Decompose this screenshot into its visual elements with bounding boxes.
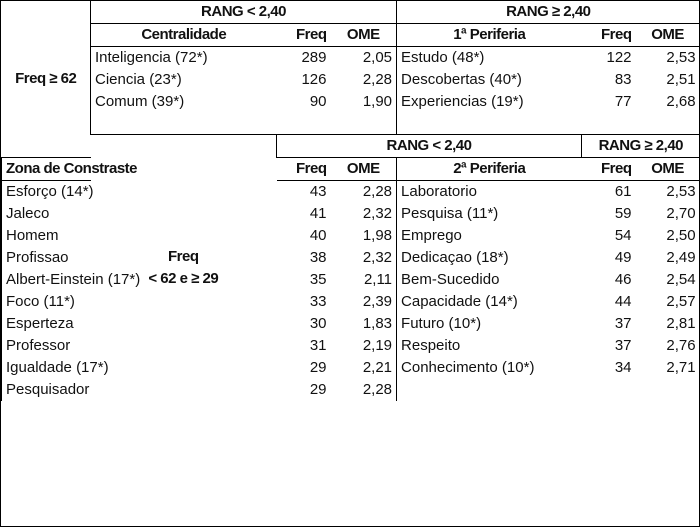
zona-contraste-freq: 29 xyxy=(309,381,327,398)
zona-contraste-freq: 40 xyxy=(309,227,327,244)
zona-contraste-title: Zona de Constraste xyxy=(2,158,91,181)
zona-contraste-ome: 2,39 xyxy=(362,293,393,310)
periferia2-freq: 34 xyxy=(614,359,632,376)
zona-contraste-term: Profissao xyxy=(2,247,91,269)
periferia2-freq: 61 xyxy=(614,183,632,200)
centralidade-freq: 126 xyxy=(301,71,327,88)
periferia2-ome: 2,50 xyxy=(666,227,696,244)
periferia2-title: 2ª Periferia xyxy=(397,158,582,181)
periferia2-ome: 2,54 xyxy=(666,271,696,288)
zona-contraste-ome: 1,83 xyxy=(362,315,393,332)
zona-contraste-freq: 43 xyxy=(309,183,327,200)
top-left-freq-header: Freq xyxy=(277,24,331,47)
centralidade-ome: 2,05 xyxy=(362,49,393,66)
centralidade-ome: 2,28 xyxy=(362,71,393,88)
periferia2-ome: 2,76 xyxy=(666,337,696,354)
periferia1-freq: 83 xyxy=(614,71,632,88)
periferia2-term: Capacidade (14*) xyxy=(397,291,582,313)
row-label-top: Freq ≥ 62 xyxy=(2,1,91,158)
periferia2-freq: 37 xyxy=(614,315,632,332)
periferia2-term: Conhecimento (10*) xyxy=(397,357,582,379)
periferia2-ome: 2,81 xyxy=(666,315,696,332)
periferia1-ome: 2,51 xyxy=(666,71,696,88)
centralidade-term: Inteligencia (72*) xyxy=(91,47,277,70)
centralidade-term: Comum (39*) xyxy=(91,91,277,113)
periferia2-term: Bem-Sucedido xyxy=(397,269,582,291)
bottom-right-rang: RANG ≥ 2,40 xyxy=(582,135,700,158)
top-rang-row xyxy=(2,1,700,24)
periferia2-term xyxy=(397,379,582,401)
periferia2-term: Dedicaçao (18*) xyxy=(397,247,582,269)
zona-contraste-term: Jaleco xyxy=(2,203,91,225)
top-right-ome-header: OME xyxy=(636,24,700,47)
bottom-right-ome-header: OME xyxy=(636,158,700,181)
top-left-spacer xyxy=(91,113,397,135)
top-right-rang: RANG ≥ 2,40 xyxy=(397,1,700,24)
zona-contraste-ome: 2,21 xyxy=(362,359,393,376)
zona-contraste-term: Foco (11*) xyxy=(2,291,91,313)
zona-contraste-term: Homem xyxy=(2,225,91,247)
table-row xyxy=(2,69,700,91)
centralidade-title: Centralidade xyxy=(91,24,277,47)
zona-contraste-term: Albert-Einstein (17*) xyxy=(2,269,91,291)
bottom-left-rang: RANG < 2,40 xyxy=(277,135,582,158)
periferia2-freq: 46 xyxy=(614,271,632,288)
table-row xyxy=(2,47,700,70)
table-row xyxy=(2,269,700,291)
zona-contraste-freq: 33 xyxy=(309,293,327,310)
top-spacer-row xyxy=(2,113,700,135)
periferia1-term: Experiencias (19*) xyxy=(397,91,582,113)
four-quadrant-table xyxy=(1,1,700,401)
centralidade-freq: 90 xyxy=(309,93,327,110)
zona-contraste-term: Igualdade (17*) xyxy=(2,357,91,379)
bottom-right-freq-header: Freq xyxy=(582,158,636,181)
zona-contraste-term: Esforço (14*) xyxy=(2,181,91,204)
table-row xyxy=(2,357,700,379)
periferia2-ome: 2,49 xyxy=(666,249,696,266)
periferia2-freq: 59 xyxy=(614,205,632,222)
periferia2-ome: 2,57 xyxy=(666,293,696,310)
periferia1-title: 1ª Periferia xyxy=(397,24,582,47)
zona-contraste-freq: 29 xyxy=(309,359,327,376)
top-subheader-row xyxy=(2,24,700,47)
periferia2-term: Futuro (10*) xyxy=(397,313,582,335)
centralidade-ome: 1,90 xyxy=(362,93,393,110)
zona-contraste-ome: 2,19 xyxy=(362,337,393,354)
periferia1-freq: 77 xyxy=(614,93,632,110)
zona-contraste-freq: 35 xyxy=(309,271,327,288)
zona-contraste-freq: 30 xyxy=(309,315,327,332)
periferia1-freq: 122 xyxy=(606,49,632,66)
periferia2-term: Pesquisa (11*) xyxy=(397,203,582,225)
periferia2-freq: 37 xyxy=(614,337,632,354)
periferia1-ome: 2,68 xyxy=(666,93,696,110)
zona-contraste-ome: 2,32 xyxy=(362,205,393,222)
zona-contraste-freq: 31 xyxy=(309,337,327,354)
zona-contraste-ome: 2,28 xyxy=(362,183,393,200)
bottom-left-ome-header: OME xyxy=(331,158,397,181)
periferia2-term: Emprego xyxy=(397,225,582,247)
periferia2-term: Respeito xyxy=(397,335,582,357)
periferia2-ome: 2,70 xyxy=(666,205,696,222)
periferia1-term: Estudo (48*) xyxy=(397,47,582,70)
zona-contraste-ome: 2,28 xyxy=(362,381,393,398)
periferia2-freq xyxy=(582,379,636,401)
periferia2-ome xyxy=(636,379,700,401)
centralidade-freq: 289 xyxy=(301,49,327,66)
bottom-left-freq-header: Freq xyxy=(277,158,331,181)
periferia1-ome: 2,53 xyxy=(666,49,696,66)
zona-contraste-freq: 38 xyxy=(309,249,327,266)
row-label-bottom-line2: < 62 e ≥ 29 xyxy=(148,270,219,287)
zona-contraste-ome: 2,11 xyxy=(363,271,393,288)
periferia2-term: Laboratorio xyxy=(397,181,582,204)
periferia2-freq: 54 xyxy=(614,227,632,244)
periferia1-term: Descobertas (40*) xyxy=(397,69,582,91)
zona-contraste-ome: 1,98 xyxy=(362,227,393,244)
periferia2-freq: 49 xyxy=(614,249,632,266)
top-left-ome-header: OME xyxy=(331,24,397,47)
zona-contraste-term: Pesquisador xyxy=(2,379,91,401)
zona-contraste-ome: 2,32 xyxy=(362,249,393,266)
zona-contraste-freq: 41 xyxy=(309,205,327,222)
periferia2-ome: 2,71 xyxy=(666,359,696,376)
bottom-rang-row xyxy=(2,135,700,158)
centralidade-term: Ciencia (23*) xyxy=(91,69,277,91)
table-row xyxy=(2,91,700,113)
zona-contraste-term: Esperteza xyxy=(2,313,91,335)
top-left-rang: RANG < 2,40 xyxy=(91,1,397,24)
row-label-bottom-line1: Freq xyxy=(167,248,199,265)
periferia2-ome: 2,53 xyxy=(666,183,696,200)
zona-contraste-term: Professor xyxy=(2,335,91,357)
top-right-spacer xyxy=(397,113,700,135)
top-right-freq-header: Freq xyxy=(582,24,636,47)
periferia2-freq: 44 xyxy=(614,293,632,310)
